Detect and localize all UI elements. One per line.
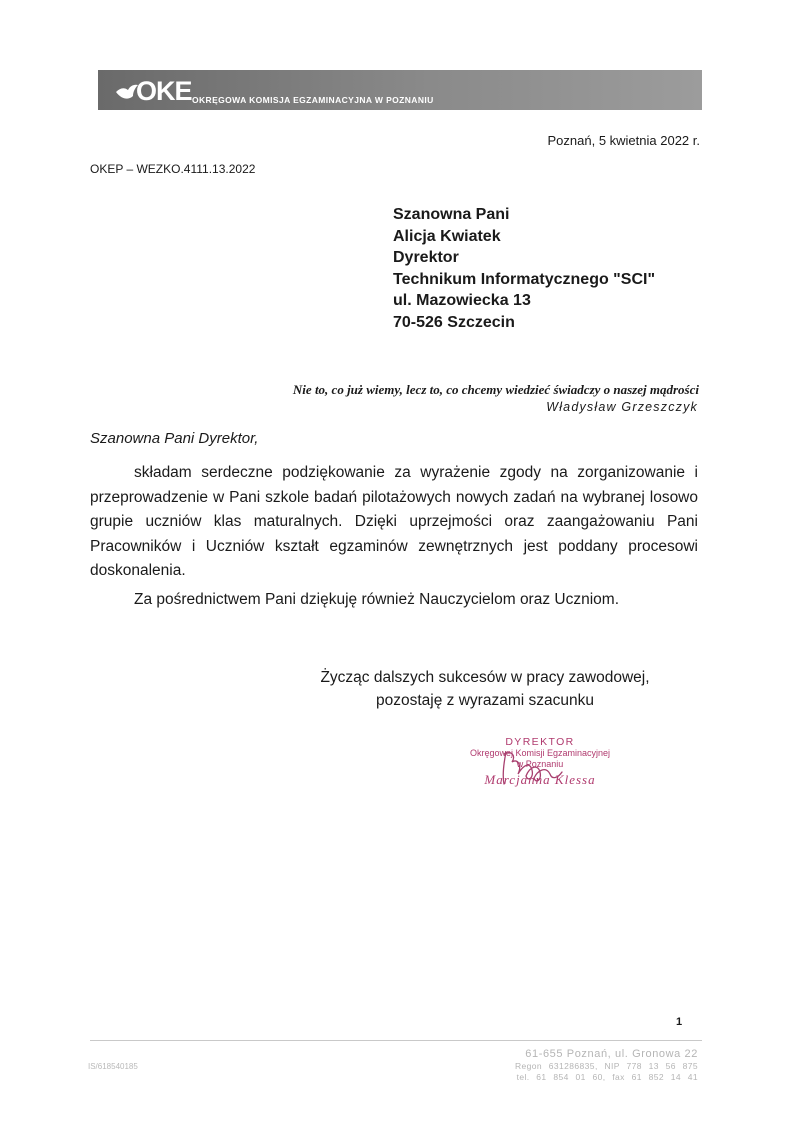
recipient-block — [393, 204, 655, 333]
stamp-title: DYREKTOR — [505, 736, 575, 748]
footer-address-block — [515, 1049, 698, 1084]
footer-phones: tel. 61 854 01 60, fax 61 852 14 41 — [516, 1072, 698, 1082]
recipient-school: Technikum Informatycznego "SCI" — [393, 270, 656, 288]
footer-address: 61-655 Poznań, ul. Gronowa 22 — [525, 1048, 698, 1060]
closing-line-2: pozostaję z wyrazami szacunku — [376, 692, 594, 709]
body-paragraph-2: Za pośrednictwem Pani dziękuję również Nauczycielom oraz Uczniom. — [134, 590, 619, 608]
stamp-institution: Okręgowej Komisji Egzaminacyjnej — [469, 748, 611, 758]
closing-block — [310, 666, 660, 712]
motto-author: Władysław Grzeszczyk — [546, 400, 698, 414]
organization-name: OKRĘGOWA KOMISJA EGZAMINACYJNA W POZNANIU — [192, 95, 434, 105]
footer-registry: Regon 631286835, NIP 778 13 56 875 — [514, 1060, 698, 1071]
recipient-name: Alicja Kwiatek — [393, 227, 501, 245]
salutation: Szanowna Pani Dyrektor, — [90, 430, 259, 447]
closing-line-1: Życząc dalszych sukcesów w pracy zawodowej, — [320, 669, 650, 686]
logo-text: OKE — [136, 76, 192, 106]
footer-code: IS/618540185 — [88, 1062, 138, 1071]
stamp-signatory: Marcjanna Klessa — [484, 772, 596, 787]
recipient-greeting: Szanowna Pani — [393, 206, 510, 223]
stamp-location: w Poznaniu — [516, 759, 564, 769]
handwritten-signature-icon — [488, 744, 578, 799]
reference-number: OKEP – WEZKO.4111.13.2022 — [90, 162, 256, 176]
letter-date: Poznań, 5 kwietnia 2022 r. — [547, 133, 700, 148]
recipient-city: 70-526 Szczecin — [393, 313, 515, 331]
recipient-title: Dyrektor — [393, 249, 459, 266]
letter-body — [90, 461, 698, 613]
page-number: 1 — [676, 1016, 683, 1028]
footer-divider — [90, 1040, 702, 1041]
recipient-street: ul. Mazowiecka 13 — [393, 292, 531, 309]
motto-quote: Nie to, co już wiemy, lecz to, co chcemy wiedzieć świadczy o naszej mądrości — [292, 382, 699, 397]
body-paragraph-1: składam serdeczne podziękowanie za wyrażenie zgody na zorganizowanie i przeprowadzenie w Pani szkole badań pilotażowych nowych zadań na wybranej losowo grupie uczniów klas maturalnych. Dzięki uprzejmości oraz zaangażowaniu Pani Pracowników i Uczniów kształt egzaminów zewnętrznych jest poddany procesowi doskonalenia. — [90, 464, 698, 580]
